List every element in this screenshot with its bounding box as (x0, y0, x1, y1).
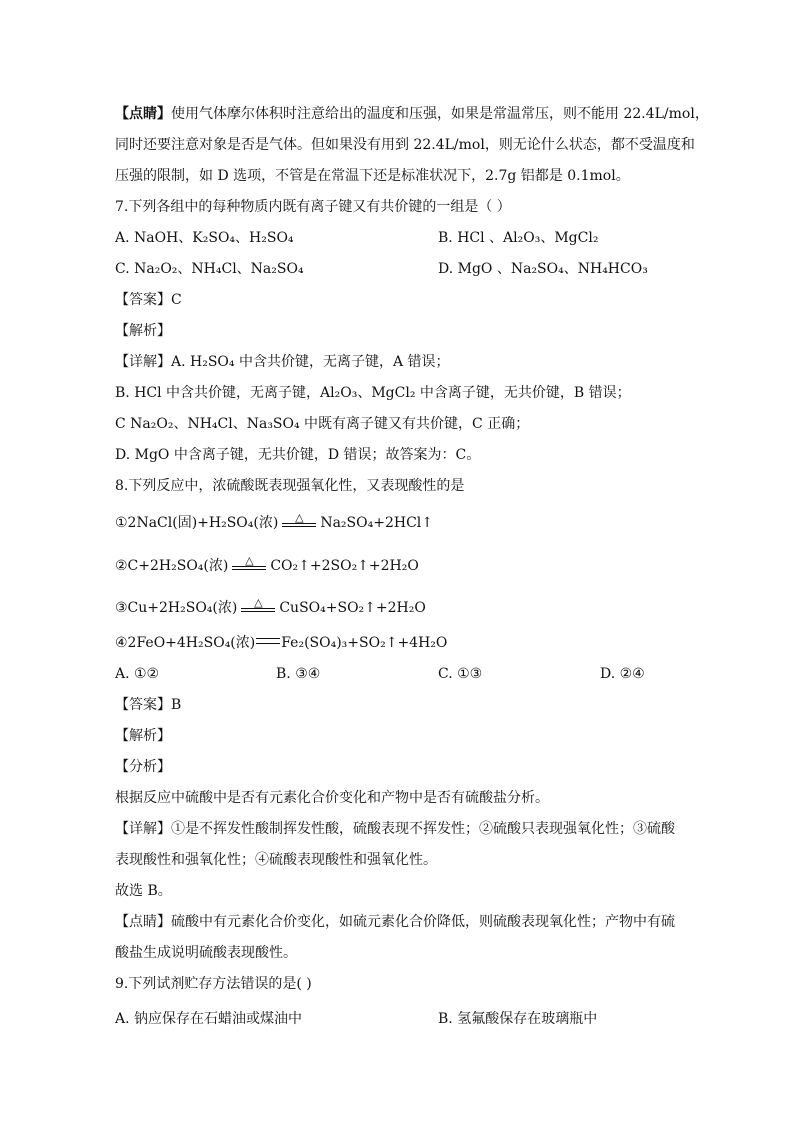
q8-detail-2: 表现酸性和强氧化性；④硫酸表现酸性和强氧化性。 (115, 852, 437, 868)
q8-option-c: C. ①③ (438, 666, 483, 682)
q8-analysis-label: 【解析】 (115, 728, 171, 744)
dianjing-tag: 【点睛】 (115, 106, 171, 122)
q9-option-b: B. 氢氟酸保存在玻璃瓶中 (438, 1011, 598, 1027)
q7-stem: 7.下列各组中的每种物质内既有离子键又有共价键的一组是（ ） (115, 199, 511, 215)
q7-option-d: D. MgO 、Na₂SO₄、NH₄HCO₃ (438, 261, 648, 277)
q8-detail-1: 【详解】①是不挥发性酸制挥发性酸，硫酸表现不挥发性；②硫酸只表现强氧化性；③硫酸 (115, 821, 675, 837)
q8-reaction-3: ③Cu+2H₂SO₄(浓) △ CuSO₄+SO₂↑+2H₂O (115, 596, 426, 616)
dianjing-line-1: 【点睛】使用气体摩尔体积时注意给出的温度和压强，如果是常温常压，则不能用 22.4L/mol， (115, 106, 709, 122)
q7-option-b: B. HCl 、Al₂O₃、MgCl₂ (438, 230, 599, 246)
q8-stem: 8.下列反应中，浓硫酸既表现强氧化性，又表现酸性的是 (115, 478, 465, 494)
q7-detail-3: C Na₂O₂、NH₄Cl、Na₃SO₄ 中既有离子键又有共价键，C 正确； (115, 416, 530, 432)
q9-option-a: A. 钠应保存在石蜡油或煤油中 (115, 1011, 303, 1027)
q8-answer: 【答案】B (115, 697, 182, 713)
q9-stem: 9.下列试剂贮存方法错误的是( ) (115, 976, 312, 992)
q7-option-c: C. Na₂O₂、NH₄Cl、Na₂SO₄ (115, 261, 304, 277)
q8-dianjing-2: 酸盐生成说明硫酸表现酸性。 (115, 945, 297, 961)
q7-detail-1: 【详解】A. H₂SO₄ 中含共价键，无离子键，A 错误； (115, 354, 450, 370)
q8-reaction-2: ②C+2H₂SO₄(浓) △ CO₂↑+2SO₂↑+2H₂O (115, 554, 419, 574)
dianjing-line-3: 压强的限制，如 D 选项，不管是在常温下还是标准状况下，2.7g 铝都是 0.1mol。 (115, 168, 630, 184)
q7-detail-4: D. MgO 中含离子键，无共价键，D 错误；故答案为：C。 (115, 447, 481, 463)
q7-detail-2: B. HCl 中含共价键，无离子键，Al₂O₃、MgCl₂ 中含离子键，无共价键，B 错误； (115, 385, 631, 401)
heat-arrow-icon: △ (241, 600, 275, 614)
dianjing-line-2: 同时还要注意对象是否是气体。但如果没有用到 22.4L/mol，则无论什么状态，都不受温度和 (115, 137, 695, 153)
q7-analysis-label: 【解析】 (115, 323, 171, 339)
equals-sign-icon (256, 638, 280, 644)
heat-arrow-icon: △ (232, 558, 266, 572)
q8-fenxi-text: 根据反应中硫酸中是否有元素化合价变化和产物中是否有硫酸盐分析。 (115, 790, 549, 806)
q7-answer: 【答案】C (115, 292, 182, 308)
q8-detail-3: 故选 B。 (115, 883, 172, 899)
q8-option-a: A. ①② (115, 666, 160, 682)
q8-option-d: D. ②④ (600, 666, 645, 682)
q8-reaction-4: ④2FeO+4H₂SO₄(浓) Fe₂(SO₄)₃+SO₂↑+4H₂O (115, 635, 448, 651)
q8-fenxi-label: 【分析】 (115, 759, 171, 775)
q7-option-a: A. NaOH、K₂SO₄、H₂SO₄ (115, 230, 294, 246)
q8-dianjing-1: 【点睛】硫酸中有元素化合价变化，如硫元素化合价降低，则硫酸表现氧化性；产物中有硫 (115, 914, 675, 930)
q8-option-b: B. ③④ (276, 666, 321, 682)
heat-arrow-icon: △ (282, 515, 316, 529)
q8-reaction-1: ①2NaCl(固)+H₂SO₄(浓) △ Na₂SO₄+2HCl↑ (115, 511, 433, 531)
